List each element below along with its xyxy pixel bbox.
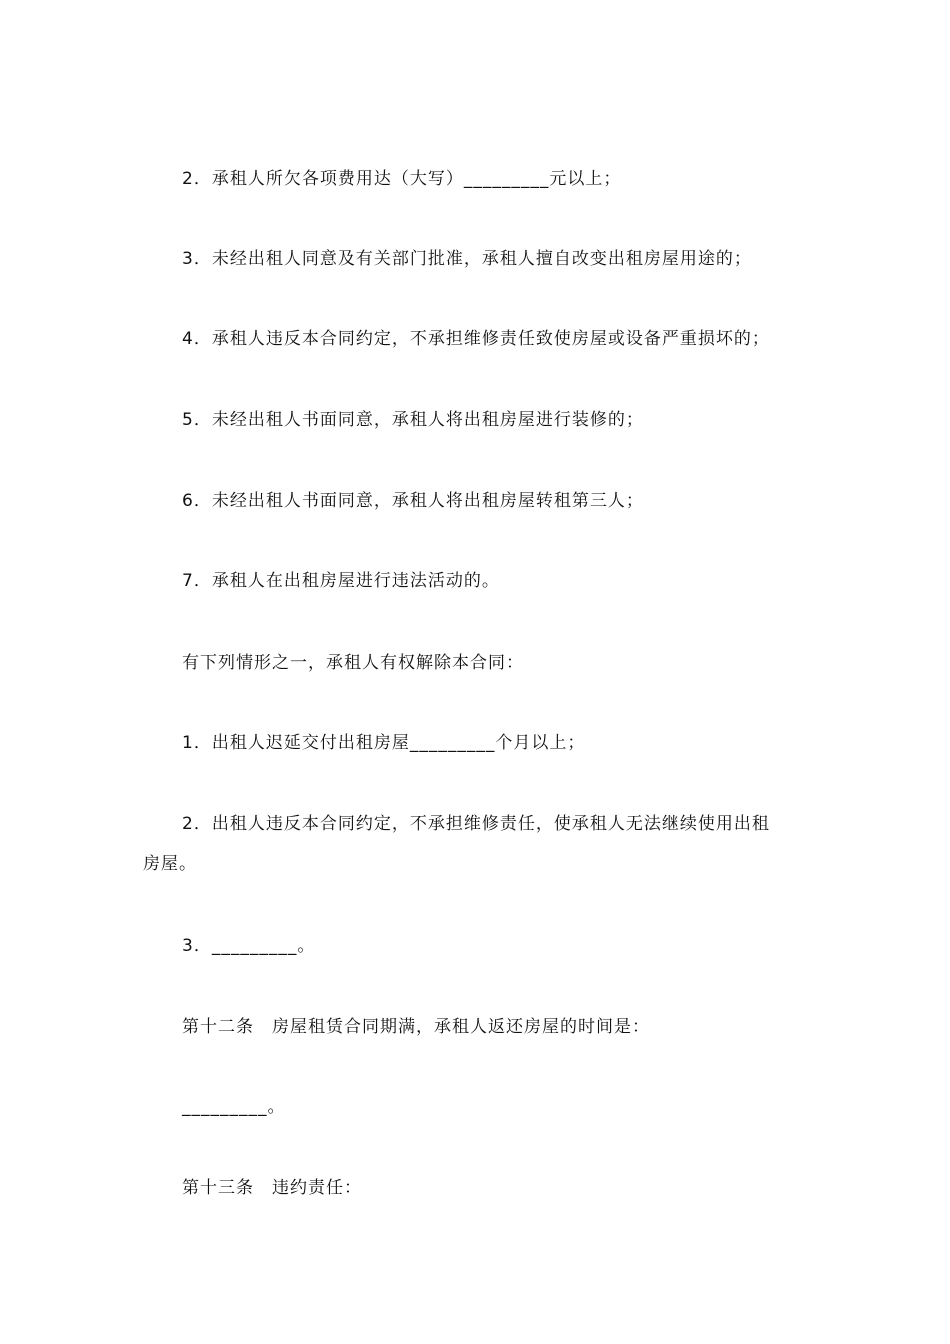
tenant-item-3-blank: 3．_________。 — [182, 936, 316, 956]
tenant-item-2-repair-line1: 2．出租人违反本合同约定，不承担维修责任，使承租人无法继续使用出租 — [182, 814, 770, 834]
article-13-heading: 第十三条 违约责任： — [182, 1178, 362, 1198]
tenant-termination-heading: 有下列情形之一，承租人有权解除本合同： — [182, 653, 524, 673]
clause-item-5-renovation: 5．未经出租人书面同意，承租人将出租房屋进行装修的； — [182, 410, 644, 430]
clause-item-4-damage: 4．承租人违反本合同约定，不承担维修责任致使房屋或设备严重损坏的； — [182, 329, 770, 349]
clause-item-2-arrears: 2．承租人所欠各项费用达（大写）_________元以上； — [182, 169, 622, 189]
tenant-item-2-repair-line2: 房屋。 — [143, 854, 197, 874]
article-12-heading: 第十二条 房屋租赁合同期满，承租人返还房屋的时间是： — [182, 1017, 650, 1037]
tenant-item-1-delay: 1．出租人迟延交付出租房屋_________个月以上； — [182, 733, 586, 753]
clause-item-7-illegal: 7．承租人在出租房屋进行违法活动的。 — [182, 571, 500, 591]
clause-item-3-change-use: 3．未经出租人同意及有关部门批准，承租人擅自改变出租房屋用途的； — [182, 249, 752, 269]
article-12-blank: _________。 — [182, 1097, 286, 1117]
clause-item-6-sublet: 6．未经出租人书面同意，承租人将出租房屋转租第三人； — [182, 491, 644, 511]
